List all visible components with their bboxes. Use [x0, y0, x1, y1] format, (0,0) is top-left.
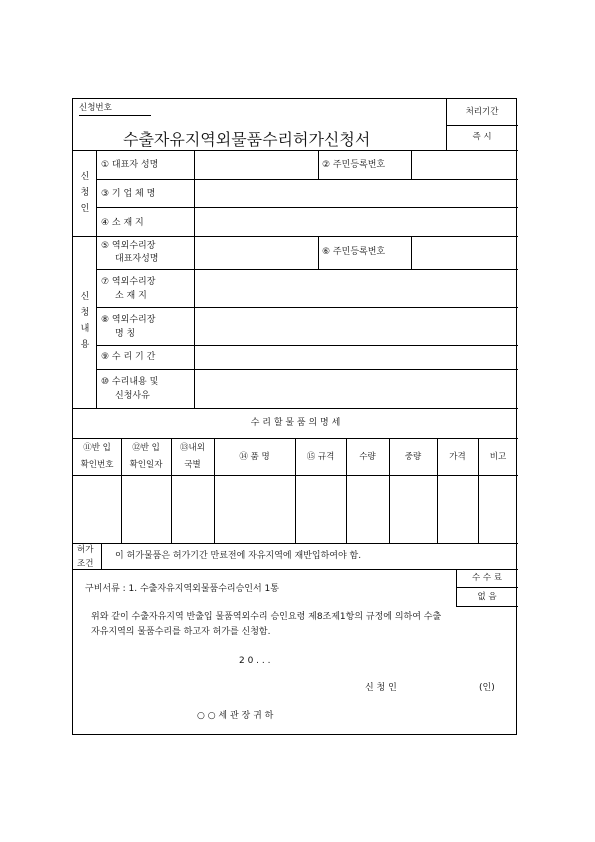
outside-rep-field-divider	[318, 236, 319, 269]
rep-name-field-divider	[318, 150, 319, 179]
outside-rep-label-2: 대표자성명	[115, 254, 159, 264]
col-header-origin-2: 국별	[184, 460, 201, 470]
col-header-price: 가격	[449, 452, 466, 462]
condition-bottom-line	[73, 569, 518, 570]
reason-label-1: ⑩ 수리내용 및	[101, 377, 159, 387]
col-header-spec: ⑮ 규격	[306, 452, 335, 462]
outside-rep-id-label: ⑥ 주민등록번호	[322, 247, 386, 257]
col-header-remarks: 비고	[489, 452, 507, 462]
row-line-6	[96, 369, 518, 370]
rep-id-field-divider	[411, 150, 412, 179]
col-header-weight: 중량	[404, 452, 422, 462]
row-line-1	[96, 179, 518, 180]
condition-label-1: 허가	[77, 545, 94, 555]
form-title: 수출자유지역외물품수리허가신청서	[123, 130, 371, 149]
col-header-origin-1: ⑬내외	[180, 443, 205, 453]
fee-label: 수 수 료	[471, 573, 503, 583]
rep-name-label: ① 대표자 성명	[101, 160, 159, 170]
header-bottom-line	[73, 150, 518, 151]
fee-value: 없 음	[477, 592, 497, 602]
request-bottom-line	[73, 408, 518, 409]
outside-addr-label-1: ⑦ 역외수리장	[101, 277, 156, 287]
row-line-5	[96, 345, 518, 346]
statement-line-2: 자유지역의 물품수리를 하고자 허가를 신청함.	[91, 627, 271, 637]
applicant-side-label: 신 청 인	[80, 172, 90, 214]
application-form	[72, 98, 517, 735]
application-no-underline	[79, 115, 151, 116]
rep-id-label: ② 주민등록번호	[322, 160, 386, 170]
applicant-bottom-line	[73, 236, 518, 237]
processing-midline	[446, 125, 518, 126]
processing-period-value: 즉 시	[472, 132, 492, 142]
addressee: ○ ○ 세 관 장 귀 하	[197, 711, 274, 721]
seal-mark: (인)	[479, 683, 495, 693]
items-section-title: 수 리 할 물 품 의 명 세	[250, 418, 341, 428]
row-line-3	[96, 269, 518, 270]
col-header-receipt-no-2: 확인번호	[80, 460, 114, 470]
outside-addr-label-2: 소 재 지	[115, 291, 147, 301]
application-date: 2 0 . . .	[239, 656, 271, 666]
items-bottom-line	[73, 543, 518, 544]
applicant-signature-label: 신 청 인	[365, 683, 397, 693]
col-header-receipt-no-1: ⑪반 입	[83, 443, 111, 453]
outside-name-label-1: ⑧ 역외수리장	[101, 315, 156, 325]
fee-bottom-line	[456, 606, 518, 607]
statement-line-1: 위와 같이 수출자유지역 반출입 물품역외수리 승인요령 제8조제1항의 규정에 의하여 수출	[91, 612, 442, 622]
condition-divider	[101, 543, 102, 569]
col-header-receipt-date-2: 확인일자	[129, 460, 163, 470]
col-header-item-name: ⑭ 품 명	[239, 452, 270, 462]
application-no-label: 신청번호	[79, 103, 112, 113]
items-header-line	[73, 475, 518, 476]
condition-label-2: 조건	[77, 559, 94, 569]
col-header-receipt-date-1: ⑫반 입	[132, 443, 160, 453]
condition-text: 이 허가물품은 허가기간 만료전에 자유지역에 재반입하여야 함.	[115, 551, 362, 561]
fee-midline	[456, 587, 518, 588]
attachments-text: 구비서류 : 1. 수출자유지역외물품수리승인서 1통	[85, 584, 279, 594]
outside-name-label-2: 명 칭	[115, 329, 136, 339]
address-label: ④ 소 재 지	[101, 218, 144, 228]
row-line-2	[96, 207, 518, 208]
request-side-label: 신 청 내 용	[80, 292, 90, 350]
row-line-4	[96, 307, 518, 308]
col-header-quantity: 수량	[359, 452, 376, 462]
company-label: ③ 기 업 체 명	[101, 189, 156, 199]
repair-period-label: ⑨ 수 리 기 간	[101, 352, 156, 362]
processing-period-label: 처리기간	[465, 107, 499, 117]
outside-rep-id-field-divider	[411, 236, 412, 269]
outside-rep-label-1: ⑤ 역외수리장	[101, 241, 156, 251]
reason-label-2: 신청사유	[115, 391, 150, 401]
